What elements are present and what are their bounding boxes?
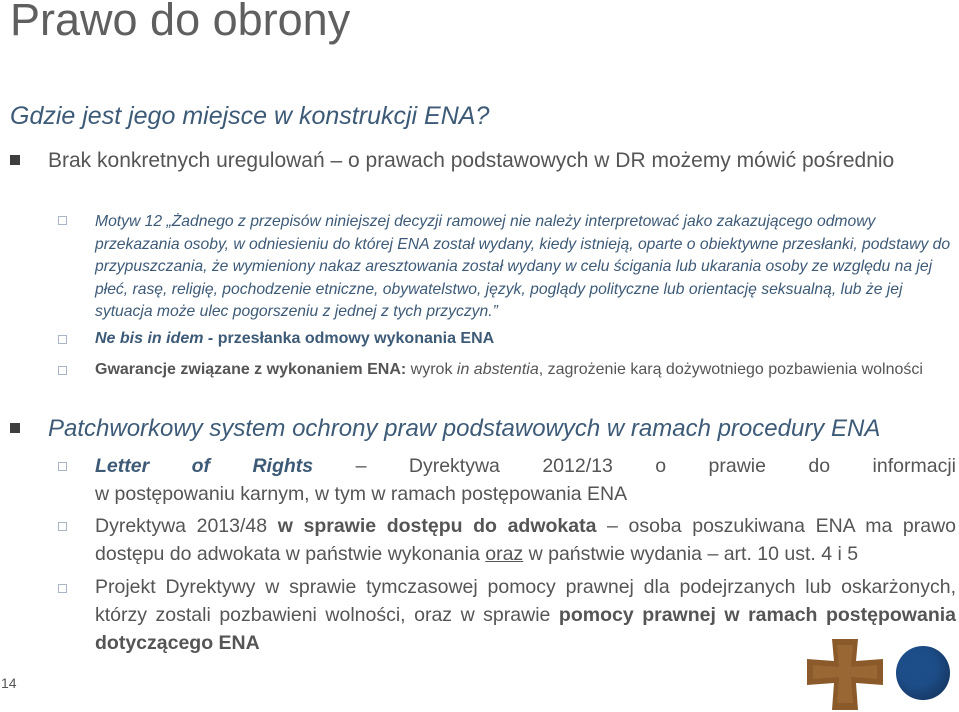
hollow-square-bullet-icon: [58, 584, 67, 593]
projekt-pre: Projekt Dyrektywy w sprawie tymczasowej pomocy prawnej dla podejrzanych lub oskarżonych, którzy zostali pozbawieni wolności, oraz w sprawie: [95, 576, 956, 626]
slide-subtitle: Gdzie jest jego miejsce w konstrukcji ENA?: [10, 102, 490, 130]
letter-of-rights-term: Letter of Rights: [95, 455, 314, 477]
section2-heading: Patchworkowy system ochrony praw podstawowych w ramach procedury ENA: [48, 415, 881, 442]
gwarancje-italic: in abstentia: [456, 361, 539, 378]
letter-of-rights-text: – Dyrektywa 2012/13 o prawie do informacji: [313, 455, 956, 477]
dyrektywa-post: w państwie wydania – art. 10 ust. 4 i 5: [523, 543, 859, 565]
letter-of-rights-line2: w postępowaniu karnym, w tym w ramach postępowania ENA: [95, 483, 628, 505]
hollow-square-bullet-icon: [58, 216, 67, 225]
page-title: Prawo do obrony: [10, 0, 351, 45]
ne-bis-in-idem-item: [95, 328, 953, 350]
hollow-square-bullet-icon: [58, 462, 67, 471]
letter-of-rights-line1: [95, 452, 956, 480]
circle-logo-icon: [896, 646, 950, 700]
gwarancje-pre: wyrok: [406, 361, 457, 378]
motyw-12-quote: Motyw 12 „Żadnego z przepisów niniejszej decyzji ramowej nie należy interpretować jako zakazującego odmowy przekazania osoby, w odniesieniu do której ENA został wydany, kiedy istnieją, oparte o obiektywne przesłanki, podstawy do przypuszczania, że wymieniony nakaz aresztowania został wydany w celu ścigania lub ukarania osoby ze względu na jej płeć, rasę, religię, pochodzenie etniczne, obywatelstwo, język, poglądy polityczne lub orientację seksualną, lub że jej sytuacja może ulec pogorszeniu z jednej z tych przyczyn.”: [95, 213, 951, 321]
ne-bis-in-idem-text: - przesłanka odmowy wykonania ENA: [203, 330, 495, 347]
hollow-square-bullet-icon: [58, 522, 67, 531]
hollow-square-bullet-icon: [58, 366, 67, 375]
square-bullet-icon: [10, 155, 20, 165]
ne-bis-in-idem-term: Ne bis in idem: [95, 330, 204, 347]
projekt-bold: pomocy prawnej w ramach postępowania dotyczącego ENA: [95, 604, 956, 654]
dyrektywa-pre: Dyrektywa 2013/48: [95, 515, 278, 537]
hollow-square-bullet-icon: [58, 335, 67, 344]
letter-of-rights-item: [95, 452, 956, 508]
dyrektywa-2013-48-item: [95, 512, 956, 568]
dyrektywa-mid: – osoba poszukiwana ENA ma prawo dostępu do adwokata w państwie wykonania: [95, 515, 957, 565]
dyrektywa-bold: w sprawie dostępu do adwokata: [277, 515, 597, 537]
cross-logo-icon: [805, 637, 885, 712]
page-number: 14: [1, 675, 17, 691]
section1-heading: Brak konkretnych uregulowań – o prawach podstawowych w DR możemy mówić pośrednio: [48, 149, 895, 172]
dyrektywa-underline: oraz: [485, 543, 524, 565]
gwarancje-item: [95, 359, 953, 381]
gwarancje-post: , zagrożenie karą dożywotniego pozbawienia wolności: [538, 361, 923, 378]
gwarancje-label: Gwarancje związane z wykonaniem ENA:: [95, 361, 407, 378]
square-bullet-icon: [10, 423, 20, 433]
